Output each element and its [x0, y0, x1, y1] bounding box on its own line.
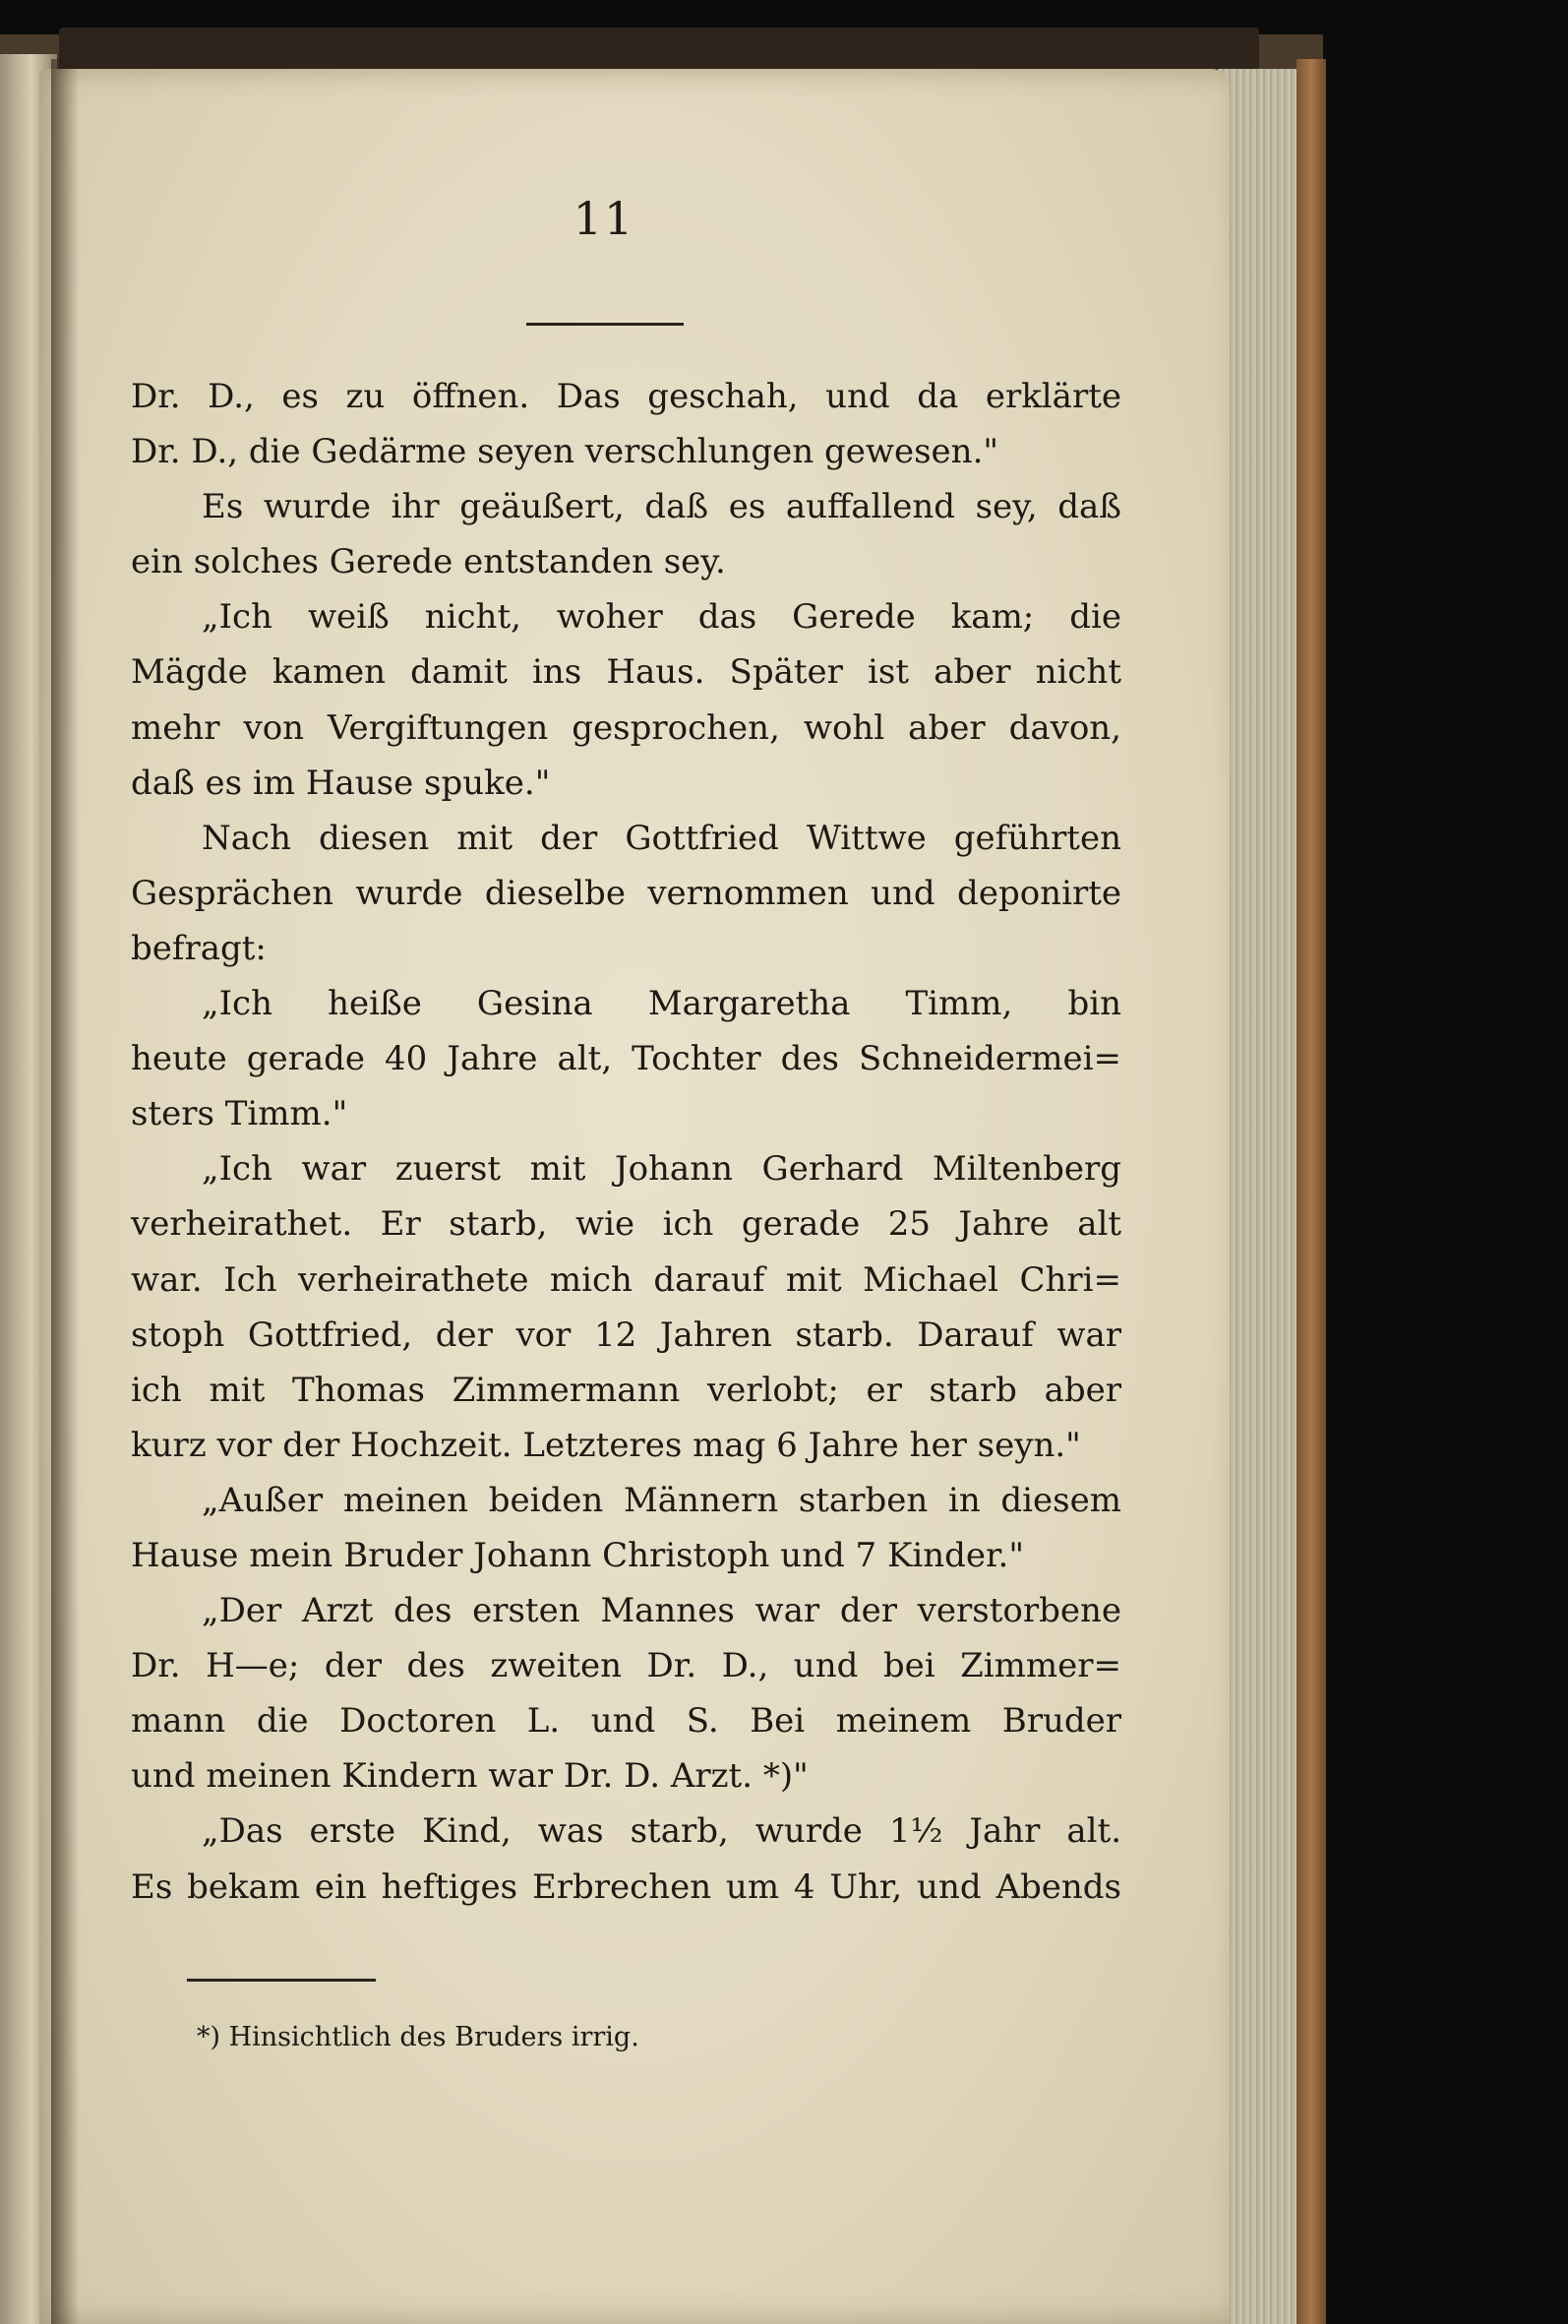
text-line: ich mit Thomas Zimmermann verlobt; er starb aber: [131, 1370, 1121, 1410]
text-line: und meinen Kindern war Dr. D. Arzt. *)": [131, 1756, 809, 1797]
text-line: mehr von Vergiftungen gesprochen, wohl aber davon,: [131, 707, 1121, 748]
text-line: „Ich war zuerst mit Johann Gerhard Miltenberg: [202, 1149, 1121, 1190]
text-line: „Das erste Kind, was starb, wurde 1½ Jahr alt.: [202, 1811, 1121, 1852]
text-line: Es wurde ihr geäußert, daß es auffallend sey, daß: [202, 487, 1121, 527]
text-line: war. Ich verheirathete mich darauf mit Michael Chri=: [131, 1259, 1121, 1300]
text-line: Gesprächen wurde dieselbe vernommen und deponirte: [131, 873, 1121, 913]
text-line: „Ich heiße Gesina Margaretha Timm, bin: [202, 984, 1121, 1024]
text-line: kurz vor der Hochzeit. Letzteres mag 6 Jahre her seyn.": [131, 1425, 1081, 1465]
text-line: Dr. D., es zu öffnen. Das geschah, und da erklärte: [131, 377, 1121, 416]
footnote: *) Hinsichtlich des Bruders irrig.: [197, 2022, 639, 2052]
text-line: sters Timm.": [131, 1094, 348, 1134]
page-number-rule: [526, 323, 684, 326]
text-line: stoph Gottfried, der vor 12 Jahren starb. Darauf war: [131, 1315, 1121, 1355]
footnote-rule: [187, 1979, 376, 1982]
text-line: ein solches Gerede entstanden sey.: [131, 542, 726, 582]
text-line: Dr. H—e; der des zweiten Dr. D., und bei Zimmer=: [131, 1646, 1121, 1686]
text-line: „Der Arzt des ersten Mannes war der verstorbene: [202, 1591, 1121, 1631]
text-line: verheirathet. Er starb, wie ich gerade 25 Jahre alt: [131, 1204, 1121, 1245]
gutter-shadow: [51, 59, 79, 2324]
text-line: daß es im Hause spuke.": [131, 763, 551, 803]
page-block-edges: [1218, 69, 1308, 2324]
text-line: Mägde kamen damit ins Haus. Später ist aber nicht: [131, 652, 1121, 693]
text-line: mann die Doctoren L. und S. Bei meinem Bruder: [131, 1701, 1121, 1742]
text-line: Hause mein Bruder Johann Christoph und 7 Kinder.": [131, 1535, 1025, 1575]
text-line: Nach diesen mit der Gottfried Wittwe geführten: [202, 818, 1121, 858]
text-line: befragt:: [131, 928, 267, 968]
page-number: 11: [573, 192, 635, 245]
text-line: Es bekam ein heftiges Erbrechen um 4 Uhr, und Abends: [131, 1866, 1121, 1907]
text-line: „Ich weiß nicht, woher das Gerede kam; die: [202, 597, 1121, 638]
text-line: Dr. D., die Gedärme seyen verschlungen gewesen.": [131, 432, 999, 472]
cover-right-edge: [1297, 59, 1326, 2324]
text-line: heute gerade 40 Jahre alt, Tochter des Schneidermei=: [131, 1039, 1121, 1079]
text-line: „Außer meinen beiden Männern starben in diesem: [202, 1480, 1121, 1520]
body-text: [131, 369, 1121, 1915]
